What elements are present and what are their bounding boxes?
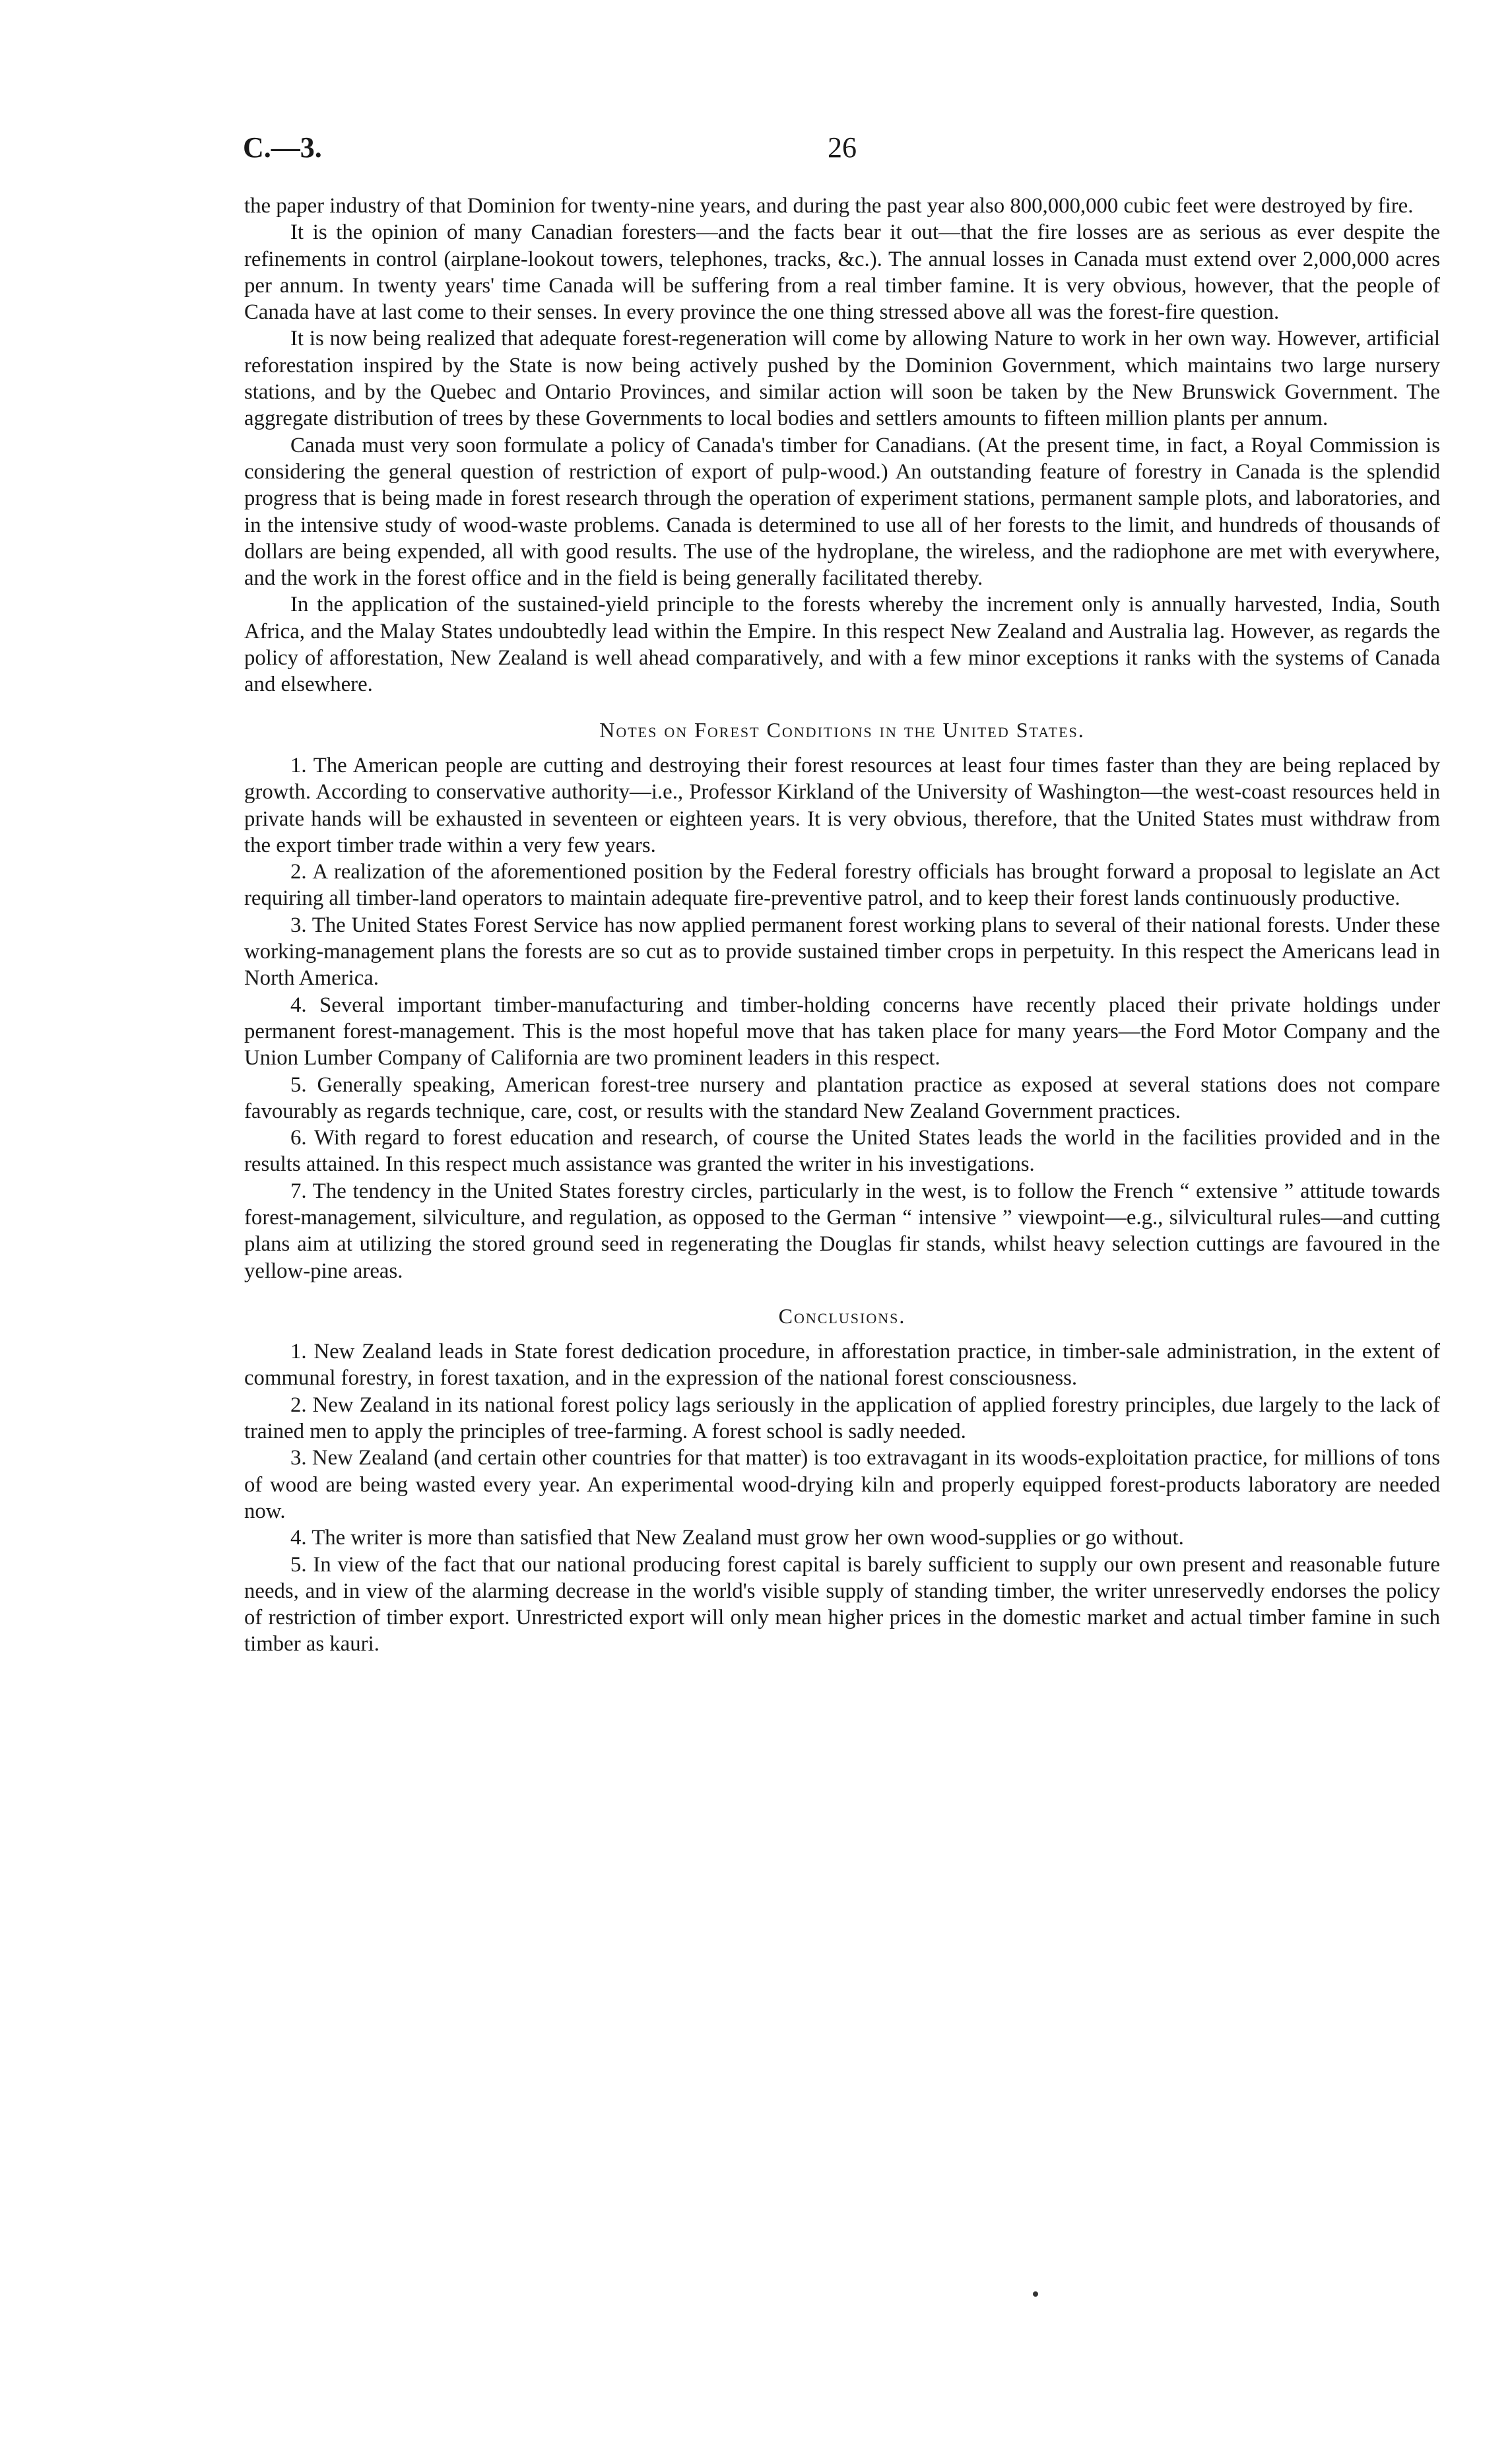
- us-note-item: 2. A realization of the aforementioned position by the Federal forestry officials has brought forward a proposal to legislate an Act requiring all timber-land operators to maintain adequate fire-preventive patrol, and to keep their forest lands continuously productive.: [244, 860, 1440, 911]
- us-note-item: 3. The United States Forest Service has now applied permanent forest working plans to several of their national forests. Under these working-management plans the forests are so cut as to provide sustained timber crops in perpetuity. In this respect the Americans lead in North America.: [244, 913, 1440, 991]
- conclusion-item: 2. New Zealand in its national forest policy lags seriously in the application of applied forestry principles, due largely to the lack of trained men to apply the principles of tree-farming. A forest school is sadly needed.: [244, 1393, 1440, 1444]
- conclusion-item: 5. In view of the fact that our national producing forest capital is barely sufficient to supply our own present and reasonable future needs, and in view of the alarming decrease in the world's visible supply of standing timber, the writer unreservedly endorses the policy of restriction of timber export. Unrestricted export will only mean higher prices in the domestic market and actual timber famine in such timber as kauri.: [244, 1552, 1440, 1657]
- page-header: [243, 131, 1441, 170]
- intro-paragraph: It is now being realized that adequate forest-regeneration will come by allowing Nature to work in her own way. However, artificial reforestation inspired by the State is now being actively pushed by the Dominion Government, which maintains two large nursery stations, and by the Quebec and Ontario Provinces, and similar action will soon be taken by the New Brunswick Government. The aggregate distribution of trees by these Governments to local bodies and settlers amounts to fifteen million plants per annum.: [244, 327, 1440, 431]
- intro-paragraph: Canada must very soon formulate a policy of Canada's timber for Canadians. (At the present time, in fact, a Royal Commission is considering the general question of restriction of export of pulp-wood.) An outstanding feature of forestry in Canada is the splendid progress that is being made in forest research through the operation of experiment stations, permanent sample plots, and laboratories, and in the intensive study of wood-waste problems. Canada is determined to use all of her forests to the limit, and hundreds of thousands of dollars are being expended, all with good results. The use of the hydroplane, the wireless, and the radiophone are met with everywhere, and the work in the forest office and in the field is being generally facilitated thereby.: [244, 433, 1440, 591]
- intro-paragraph: It is the opinion of many Canadian foresters—and the facts bear it out—that the fire losses are as serious as ever despite the refinements in control (airplane-lookout towers, telephones, tracks, &c.). The annual losses in Canada must extend over 2,000,000 acres per annum. In twenty years' time Canada will be suffering from a real timber famine. It is very obvious, however, that the people of Canada have at last come to their senses. In every province the one thing stressed above all was the forest-fire question.: [244, 220, 1440, 325]
- conclusion-item: 4. The writer is more than satisfied that New Zealand must grow her own wood-supplies or go without.: [290, 1526, 1184, 1550]
- document-code: C.—3.: [243, 131, 322, 164]
- us-note-item: 4. Several important timber-manufacturing and timber-holding concerns have recently placed their private holdings under permanent forest-management. This is the most hopeful move that has taken place for many years—the Ford Motor Company and the Union Lumber Company of California are two prominent leaders in this respect.: [244, 993, 1440, 1070]
- intro-paragraph: In the application of the sustained-yield principle to the forests whereby the increment only is annually harvested, India, South Africa, and the Malay States undoubtedly lead within the Empire. In this respect New Zealand and Australia lag. However, as regards the policy of afforestation, New Zealand is well ahead comparatively, and with a few minor exceptions it ranks with the systems of Canada and elsewhere.: [244, 593, 1440, 697]
- section-heading-conclusions: Conclusions.: [778, 1303, 906, 1328]
- us-note-item: 6. With regard to forest education and research, of course the United States leads the world in the facilities provided and in the results attained. In this respect much assistance was granted the writer in his investigations.: [244, 1126, 1440, 1177]
- conclusion-item: 3. New Zealand (and certain other countries for that matter) is too extravagant in its woods-exploitation practice, for millions of tons of wood are being wasted every year. An experimental wood-drying kiln and properly equipped forest-products laboratory are needed now.: [244, 1446, 1440, 1523]
- us-note-item: 1. The American people are cutting and destroying their forest resources at least four times faster than they are being replaced by growth. According to conservative authority—i.e., Professor Kirkland of the University of Washington—the west-coast resources held in private hands will be exhausted in seventeen or eighteen years. It is very obvious, therefore, that the United States must withdraw from the export timber trade within a very few years.: [244, 753, 1440, 857]
- page-body: [244, 193, 1440, 1658]
- stray-ink-mark: [1033, 2291, 1038, 2297]
- page-number: 26: [828, 131, 857, 164]
- intro-paragraph: the paper industry of that Dominion for twenty-nine years, and during the past year also 800,000,000 cubic feet were destroyed by fire.: [244, 194, 1414, 218]
- section-heading-united-states: Notes on Forest Conditions in the United States.: [599, 717, 1085, 742]
- conclusion-item: 1. New Zealand leads in State forest dedication procedure, in afforestation practice, in timber-sale administration, in the extent of communal forestry, in forest taxation, and in the expression of the national forest consciousness.: [244, 1340, 1440, 1391]
- us-note-item: 5. Generally speaking, American forest-tree nursery and plantation practice as exposed at several stations does not compare favourably as regards technique, care, cost, or results with the standard New Zealand Government practices.: [244, 1072, 1440, 1123]
- us-note-item: 7. The tendency in the United States forestry circles, particularly in the west, is to follow the French “ extensive ” attitude towards forest-management, silviculture, and regulation, as opposed to the German “ intensive ” viewpoint—e.g., silvicultural rules—and cutting plans aim at utilizing the stored ground seed in regenerating the Douglas fir stands, whilst heavy selection cuttings are favoured in the yellow-pine areas.: [244, 1179, 1440, 1283]
